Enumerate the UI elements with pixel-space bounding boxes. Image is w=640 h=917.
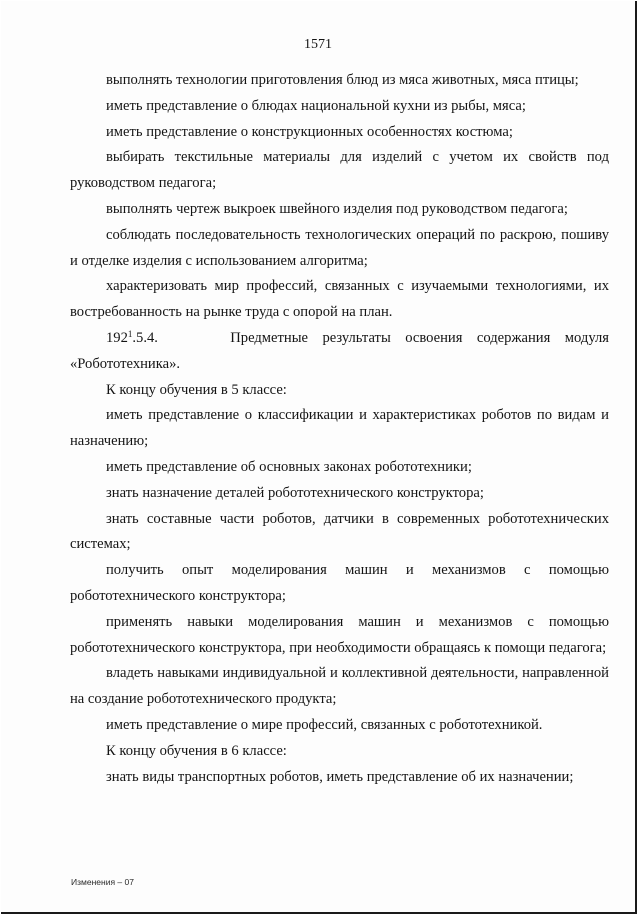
paragraph-6: соблюдать последовательность технологических операций по раскрою, пошиву и отделке изделия с использованием алгоритма;	[70, 226, 609, 269]
paragraph-11: знать назначение деталей робототехнического конструктора;	[106, 484, 484, 501]
paragraph-9: иметь представление о классификации и характеристиках роботов по видам и назначению;	[70, 407, 609, 450]
paragraph-18: знать виды транспортных роботов, иметь представление об их назначении;	[106, 768, 574, 785]
paragraph-2: иметь представление о блюдах национальной кухни из рыбы, мяса;	[106, 97, 526, 114]
page-content	[70, 68, 609, 790]
section-title: Предметные результаты освоения содержания модуля «Робототехника».	[70, 329, 609, 372]
paragraph-grade-6: К концу обучения в 6 классе:	[106, 742, 287, 759]
paragraph-13: получить опыт моделирования машин и механизмов с помощью робототехнического конструктора;	[70, 562, 609, 604]
paragraph-16: иметь представление о мире профессий, связанных с робототехникой.	[106, 716, 543, 733]
paragraph-4: выбирать текстильные материалы для изделий с учетом их свойств под руководством педагога;	[70, 149, 609, 192]
document-page	[1, 1, 637, 914]
paragraph-10: иметь представление об основных законах робототехники;	[106, 458, 472, 475]
paragraph-grade-5: К концу обучения в 5 классе:	[106, 381, 287, 398]
footer-note: Изменения – 07	[71, 877, 134, 887]
paragraph-5: выполнять чертеж выкроек швейного изделия под руководством педагога;	[106, 200, 568, 217]
paragraph-7: характеризовать мир профессий, связанных с изучаемыми технологиями, их востребованность на рынке труда с опорой на план.	[70, 278, 609, 321]
page-number: 1571	[304, 37, 332, 52]
section-number-main: 192	[106, 329, 128, 346]
section-number	[106, 330, 158, 346]
section-heading	[70, 326, 609, 378]
paragraph-1: выполнять технологии приготовления блюд из мяса животных, мяса птицы;	[106, 72, 579, 88]
paragraph-3: иметь представление о конструкционных особенностях костюма;	[106, 123, 513, 140]
paragraph-15: владеть навыками индивидуальной и коллективной деятельности, направленной на создание робототехнического продукта;	[70, 665, 609, 708]
section-number-superscript: 1	[127, 328, 133, 339]
paragraph-14: применять навыки моделирования машин и механизмов с помощью робототехнического конструктора, при необходимости обращаясь к помощи педагога;	[70, 613, 609, 656]
paragraph-12: знать составные части роботов, датчики в современных робототехнических системах;	[70, 510, 609, 553]
section-number-rest: .5.4.	[132, 329, 158, 346]
